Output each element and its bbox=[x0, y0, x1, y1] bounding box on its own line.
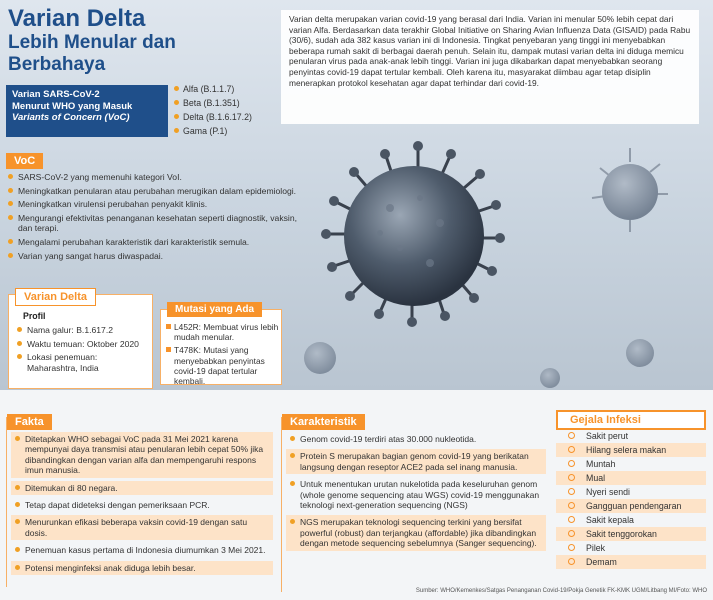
list-item: Pilek bbox=[556, 541, 706, 555]
list-item: Tetap dapat dideteksi dengan pemeriksaan PCR. bbox=[11, 498, 273, 512]
karakteristik-list bbox=[286, 432, 546, 554]
bullet-icon bbox=[8, 174, 13, 179]
fakta-list bbox=[11, 432, 273, 578]
bullet-icon bbox=[174, 114, 179, 119]
gejala-label: Gejala Infeksi bbox=[556, 410, 706, 430]
ring-bullet-icon bbox=[568, 460, 575, 467]
voc-label: VoC bbox=[6, 153, 43, 169]
ring-bullet-icon bbox=[568, 488, 575, 495]
variant-list bbox=[172, 82, 277, 138]
list-item: Nyeri sendi bbox=[556, 485, 706, 499]
list-item: Menurunkan efikasi beberapa vaksin covid-19 dengan satu dosis. bbox=[11, 515, 273, 540]
ring-bullet-icon bbox=[568, 474, 575, 481]
bullet-icon bbox=[15, 547, 20, 552]
mutasi-label: Mutasi yang Ada bbox=[167, 302, 262, 317]
list-item: Gama (P.1) bbox=[172, 124, 277, 138]
list-item: Varian yang sangat harus diwaspadai. bbox=[6, 251, 306, 262]
list-item: Ditetapkan WHO sebagai VoC pada 31 Mei 2021 karena mempunyai daya transmisi atau penularan lebih cepat 50% jika dibandingkan dengan varian alfa dan mempengaruhi respons imun manusia. bbox=[11, 432, 273, 478]
square-bullet-icon bbox=[166, 347, 171, 352]
background-virion bbox=[592, 148, 668, 232]
bullet-icon bbox=[8, 239, 13, 244]
bullet-icon bbox=[290, 453, 295, 458]
list-item: Alfa (B.1.1.7) bbox=[172, 82, 277, 96]
bullet-icon bbox=[8, 188, 13, 193]
gejala-list bbox=[556, 429, 706, 569]
voc-list bbox=[6, 172, 306, 261]
bullet-icon bbox=[15, 436, 20, 441]
varian-delta-label: Varian Delta bbox=[15, 288, 96, 306]
list-item: Waktu temuan: Oktober 2020 bbox=[15, 339, 150, 350]
who-voc-box bbox=[6, 85, 168, 137]
bullet-icon bbox=[8, 253, 13, 258]
list-item: Genom covid-19 terdiri atas 30.000 nukleotida. bbox=[286, 432, 546, 446]
karakteristik-section bbox=[281, 417, 548, 592]
list-item: Lokasi penemuan: Maharashtra, India bbox=[15, 352, 150, 373]
bullet-icon bbox=[290, 436, 295, 441]
list-item: Mengurangi efektivitas penanganan kesehatan seperti diagnostik, vaksin, dan terapi. bbox=[6, 213, 306, 234]
list-item: SARS-CoV-2 yang memenuhi kategori VoI. bbox=[6, 172, 306, 183]
list-item: Gangguan pendengaran bbox=[556, 499, 706, 513]
varian-delta-box bbox=[8, 291, 153, 389]
bullet-icon bbox=[17, 354, 22, 359]
source-credit: Sumber: WHO/Kemenkes/Satgas Penanganan Covid-19/Pokja Genetik FK-KMK UGM/Litbang MI/Foto: WHO bbox=[415, 588, 707, 594]
who-box-line-1: Varian SARS-CoV-2 bbox=[12, 89, 100, 100]
ring-bullet-icon bbox=[568, 502, 575, 509]
main-virion bbox=[321, 141, 505, 327]
ring-bullet-icon bbox=[568, 530, 575, 537]
headline-line-3: Berbahaya bbox=[8, 54, 106, 75]
ring-bullet-icon bbox=[568, 516, 575, 523]
headline-line-1: Varian Delta bbox=[8, 5, 146, 32]
who-box-line-3: Variants of Concern (VoC) bbox=[12, 112, 130, 123]
fakta-label: Fakta bbox=[7, 414, 52, 430]
bullet-icon bbox=[174, 128, 179, 133]
ring-bullet-icon bbox=[568, 544, 575, 551]
list-item: Hilang selera makan bbox=[556, 443, 706, 457]
bullet-icon bbox=[8, 201, 13, 206]
ring-bullet-icon bbox=[568, 446, 575, 453]
list-item: Sakit tenggorokan bbox=[556, 527, 706, 541]
mutasi-list bbox=[165, 322, 281, 389]
bullet-icon bbox=[174, 100, 179, 105]
list-item: Nama galur: B.1.617.2 bbox=[15, 325, 150, 336]
profil-heading: Profil bbox=[23, 311, 46, 321]
bullet-icon bbox=[15, 565, 20, 570]
bullet-icon bbox=[15, 485, 20, 490]
bullet-icon bbox=[290, 519, 295, 524]
list-item: L452R: Membuat virus lebih mudah menular. bbox=[165, 322, 281, 342]
bullet-icon bbox=[17, 327, 22, 332]
voc-section bbox=[6, 151, 306, 264]
gejala-section bbox=[556, 410, 706, 580]
ring-bullet-icon bbox=[568, 558, 575, 565]
fakta-section bbox=[6, 417, 274, 587]
list-item: Ditemukan di 80 negara. bbox=[11, 481, 273, 495]
list-item: Mual bbox=[556, 471, 706, 485]
list-item: Untuk menentukan urutan nukelotida pada keseluruhan genom (whole genome sequencing atau WGS) covid-19 menggunakan teknologi next-generation sequencing (NGS) bbox=[286, 477, 546, 512]
list-item: Sakit kepala bbox=[556, 513, 706, 527]
list-item: NGS merupakan teknologi sequencing terkini yang bersifat powerful (robust) dan terjangkau (affordable) jika dibandingkan dengan metode sequencing sebelumnya (Sanger sequencing). bbox=[286, 515, 546, 550]
intro-paragraph: Varian delta merupakan varian covid-19 yang berasal dari India. Varian ini menular 50% lebih cepat dari varian Alfa. Berdasarkan data terakhir Global Initiative on Sharing Avian Influenza Data (GISAID) pada Rabu (30/6), sudah ada 382 kasus varian ini di Indonesia. Tingkat penyebaran yang tinggi ini menyebabkan beberapa rumah sakit di berbagai daerah penuh. Selain itu, dampak mutasi varian delta ini diduga memicu penularan virus pada anak-anak lebih tinggi. Varian ini juga dikabarkan dapat menyebabkan seorang penyintas covid-19 dapat tertular kembali. Oleh karena itu, masyarakat diimbau agar tetap disiplin menerapkan protokol kesehatan agar dapat terhindar dari covid-19. bbox=[281, 10, 699, 124]
karakteristik-label: Karakteristik bbox=[282, 414, 365, 430]
bullet-icon bbox=[15, 502, 20, 507]
bullet-icon bbox=[174, 86, 179, 91]
mutasi-box bbox=[160, 304, 282, 387]
headline bbox=[8, 6, 268, 76]
list-item: Penemuan kasus pertama di Indonesia diumumkan 3 Mei 2021. bbox=[11, 543, 273, 557]
bullet-icon bbox=[8, 215, 13, 220]
who-box-line-2: Menurut WHO yang Masuk bbox=[12, 100, 133, 112]
ring-bullet-icon bbox=[568, 432, 575, 439]
coronavirus-illustration bbox=[290, 128, 713, 390]
list-item: Mengalami perubahan karakteristik dari karakteristik semula. bbox=[6, 237, 306, 248]
list-item: Muntah bbox=[556, 457, 706, 471]
bullet-icon bbox=[17, 341, 22, 346]
list-item: T478K: Mutasi yang menyebabkan penyintas covid-19 dapat tertular kembali. bbox=[165, 345, 281, 386]
headline-line-2: Lebih Menular dan bbox=[8, 32, 176, 53]
small-virion bbox=[304, 339, 654, 388]
list-item: Delta (B.1.6.17.2) bbox=[172, 110, 277, 124]
bullet-icon bbox=[290, 481, 295, 486]
list-item: Beta (B.1.351) bbox=[172, 96, 277, 110]
list-item: Meningkatkan virulensi perubahan penyakit klinis. bbox=[6, 199, 306, 210]
list-item: Protein S merupakan bagian genom covid-19 yang berikatan langsung dengan reseptor ACE2 pada sel inang manusia. bbox=[286, 449, 546, 474]
bullet-icon bbox=[15, 519, 20, 524]
list-item: Potensi menginfeksi anak diduga lebih besar. bbox=[11, 561, 273, 575]
profil-list bbox=[15, 325, 150, 376]
list-item: Demam bbox=[556, 555, 706, 569]
list-item: Meningkatkan penularan atau perubahan merugikan dalam epidemiologi. bbox=[6, 186, 306, 197]
list-item: Sakit perut bbox=[556, 429, 706, 443]
square-bullet-icon bbox=[166, 324, 171, 329]
